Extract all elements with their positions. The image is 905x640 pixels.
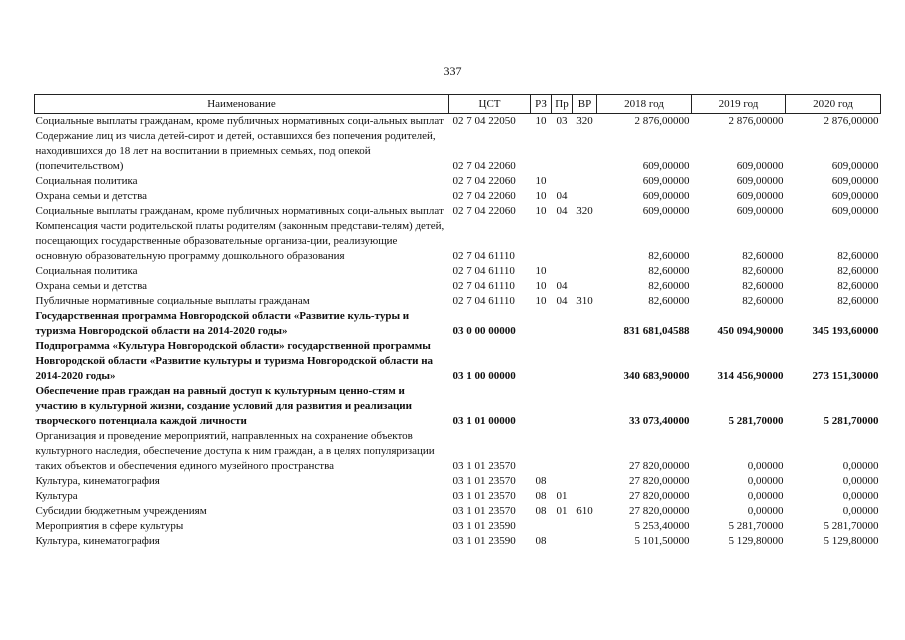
row-rz: 10 [535, 115, 547, 127]
row-2019: 609,00000 [736, 160, 784, 172]
row-pr [552, 219, 573, 264]
row-pr: 03 [556, 115, 568, 127]
row-pr [552, 474, 573, 489]
row-2018: 27 820,00000 [629, 460, 690, 472]
table-row [35, 264, 881, 279]
row-2019: 0,00000 [747, 490, 784, 502]
row-vr [573, 489, 597, 504]
table-row [35, 279, 881, 294]
row-2019: 609,00000 [736, 175, 784, 187]
table-row [35, 174, 881, 189]
row-2019: 82,60000 [742, 280, 784, 292]
row-2019: 0,00000 [747, 505, 784, 517]
row-2018: 609,00000 [642, 175, 690, 187]
row-vr: 320 [576, 205, 593, 217]
row-vr [573, 279, 597, 294]
row-name: Социальная политика [35, 265, 138, 277]
row-2020: 609,00000 [831, 175, 879, 187]
table-row [35, 219, 881, 264]
row-name: Содержание лиц из числа детей-сирот и детей, оставшихся без попечения родителей, находившихся до 18 лет на воспитании в приемных семьях, под опекой (попечительством) [35, 130, 436, 172]
row-pr: 01 [556, 490, 568, 502]
row-name: Охрана семьи и детства [35, 280, 148, 292]
row-pr: 04 [556, 280, 568, 292]
table-row [35, 519, 881, 534]
row-vr: 320 [576, 115, 593, 127]
row-2018: 5 101,50000 [634, 535, 690, 547]
table-row [35, 114, 881, 130]
row-2018: 33 073,40000 [629, 415, 690, 427]
row-rz: 10 [535, 295, 547, 307]
table-row [35, 294, 881, 309]
table-row [35, 504, 881, 519]
row-rz: 10 [535, 280, 547, 292]
row-name: Обеспечение прав граждан на равный доступ к культурным ценно-стям и участию в культурной жизни, создание условий для развития и реализации творческого потенциала каждой личности [35, 385, 412, 427]
row-name: Социальные выплаты гражданам, кроме публичных нормативных соци-альных выплат [35, 115, 444, 127]
row-cst: 02 7 04 61110 [452, 280, 515, 292]
row-name: Субсидии бюджетным учреждениям [35, 505, 207, 517]
header-cst: ЦСТ [449, 95, 531, 114]
row-rz [531, 129, 552, 174]
row-2020: 0,00000 [842, 475, 879, 487]
row-2020: 5 129,80000 [823, 535, 879, 547]
row-name: Культура, кинематография [35, 475, 160, 487]
table-row [35, 384, 881, 429]
table-row [35, 309, 881, 339]
row-name: Публичные нормативные социальные выплаты гражданам [35, 295, 310, 307]
row-pr [552, 339, 573, 384]
row-2020: 82,60000 [837, 295, 879, 307]
table-row [35, 534, 881, 549]
row-cst: 02 7 04 61110 [452, 250, 515, 262]
row-rz: 08 [535, 475, 547, 487]
row-vr [573, 189, 597, 204]
table-row [35, 204, 881, 219]
row-2018: 831 681,04588 [623, 325, 690, 337]
header-rz: РЗ [531, 95, 552, 114]
row-2019: 314 456,90000 [717, 370, 784, 382]
row-2020: 82,60000 [837, 265, 879, 277]
page-number: 337 [443, 64, 462, 78]
row-2018: 609,00000 [642, 160, 690, 172]
row-rz: 10 [535, 175, 547, 187]
row-2019: 2 876,00000 [728, 115, 784, 127]
row-name: Мероприятия в сфере культуры [35, 520, 184, 532]
row-2019: 5 281,70000 [728, 415, 784, 427]
row-rz [531, 219, 552, 264]
header-name: Наименование [35, 95, 449, 114]
row-cst: 03 1 01 23570 [452, 475, 516, 487]
row-rz: 10 [535, 265, 547, 277]
table-row [35, 189, 881, 204]
table-row [35, 489, 881, 504]
row-2020: 273 151,30000 [812, 370, 879, 382]
row-name: Культура, кинематография [35, 535, 160, 547]
row-cst: 02 7 04 22050 [452, 115, 516, 127]
table-row [35, 339, 881, 384]
row-2020: 5 281,70000 [823, 415, 879, 427]
row-vr [573, 309, 597, 339]
row-pr [552, 309, 573, 339]
row-2018: 82,60000 [648, 295, 690, 307]
header-pr: Пр [552, 95, 573, 114]
row-2018: 609,00000 [642, 205, 690, 217]
row-rz [531, 339, 552, 384]
row-2018: 82,60000 [648, 250, 690, 262]
row-2020: 609,00000 [831, 160, 879, 172]
row-name: Компенсация части родительской платы родителям (законным представи-телям) детей, посещающих государственные образовательные организа-ции, реализующие основную образовательную программу дошкольного образования [35, 220, 445, 262]
row-pr [552, 519, 573, 534]
row-vr: 310 [576, 295, 593, 307]
row-pr [552, 429, 573, 474]
row-2020: 0,00000 [842, 490, 879, 502]
row-pr: 04 [556, 295, 568, 307]
row-2018: 27 820,00000 [629, 505, 690, 517]
row-cst: 03 1 00 00000 [452, 370, 516, 382]
row-pr: 01 [556, 505, 568, 517]
row-2019: 82,60000 [742, 295, 784, 307]
row-vr [573, 429, 597, 474]
row-2020: 609,00000 [831, 205, 879, 217]
row-cst: 02 7 04 22060 [452, 160, 516, 172]
row-2020: 345 193,60000 [812, 325, 879, 337]
row-2019: 5 129,80000 [728, 535, 784, 547]
row-2019: 0,00000 [747, 460, 784, 472]
row-2019: 5 281,70000 [728, 520, 784, 532]
row-rz [531, 309, 552, 339]
row-2020: 5 281,70000 [823, 520, 879, 532]
row-cst: 02 7 04 22060 [452, 175, 516, 187]
row-cst: 03 1 01 23570 [452, 460, 516, 472]
row-2019: 450 094,90000 [717, 325, 784, 337]
row-2018: 340 683,90000 [623, 370, 690, 382]
row-rz [531, 429, 552, 474]
row-vr [573, 219, 597, 264]
row-name: Социальные выплаты гражданам, кроме публичных нормативных соци-альных выплат [35, 205, 444, 217]
row-pr [552, 264, 573, 279]
table-row [35, 429, 881, 474]
row-cst: 03 1 01 23570 [452, 505, 516, 517]
row-vr [573, 519, 597, 534]
row-name: Культура [35, 490, 78, 502]
row-pr [552, 129, 573, 174]
row-pr [552, 534, 573, 549]
row-rz: 08 [535, 490, 547, 502]
row-pr [552, 384, 573, 429]
row-cst: 03 0 00 00000 [452, 325, 516, 337]
table-row [35, 474, 881, 489]
row-2018: 82,60000 [648, 265, 690, 277]
row-2019: 82,60000 [742, 265, 784, 277]
row-vr [573, 129, 597, 174]
row-cst: 03 1 01 23570 [452, 490, 516, 502]
row-vr [573, 339, 597, 384]
row-vr: 610 [576, 505, 593, 517]
row-name: Организация и проведение мероприятий, направленных на сохранение объектов культурного наследия, обеспечение доступа к ним граждан, а в целях популяризации таких объектов и обеспечения единого музейного пространства [35, 430, 435, 472]
row-2020: 82,60000 [837, 250, 879, 262]
row-vr [573, 264, 597, 279]
row-2019: 82,60000 [742, 250, 784, 262]
table-header-row [35, 95, 881, 114]
row-2020: 609,00000 [831, 190, 879, 202]
row-cst: 02 7 04 61110 [452, 295, 515, 307]
row-pr: 04 [556, 205, 568, 217]
row-2019: 609,00000 [736, 190, 784, 202]
row-2018: 2 876,00000 [634, 115, 690, 127]
row-cst: 02 7 04 22060 [452, 190, 516, 202]
row-2020: 0,00000 [842, 505, 879, 517]
row-pr: 04 [556, 190, 568, 202]
row-2018: 27 820,00000 [629, 475, 690, 487]
row-name: Государственная программа Новгородской области «Развитие куль-туры и туризма Новгородской области на 2014-2020 годы» [35, 310, 410, 337]
row-cst: 03 1 01 23590 [452, 535, 516, 547]
row-cst: 03 1 01 23590 [452, 520, 516, 532]
row-rz: 08 [535, 535, 547, 547]
row-vr [573, 174, 597, 189]
row-rz [531, 384, 552, 429]
row-rz: 08 [535, 505, 547, 517]
header-2020: 2020 год [786, 95, 881, 114]
row-rz: 10 [535, 190, 547, 202]
row-2018: 27 820,00000 [629, 490, 690, 502]
row-2019: 0,00000 [747, 475, 784, 487]
row-2018: 609,00000 [642, 190, 690, 202]
row-2020: 82,60000 [837, 280, 879, 292]
header-2019: 2019 год [692, 95, 786, 114]
table-row [35, 129, 881, 174]
row-vr [573, 384, 597, 429]
row-rz [531, 519, 552, 534]
row-2018: 82,60000 [648, 280, 690, 292]
row-2019: 609,00000 [736, 205, 784, 217]
row-vr [573, 534, 597, 549]
row-2018: 5 253,40000 [634, 520, 690, 532]
row-pr [552, 174, 573, 189]
row-cst: 03 1 01 00000 [452, 415, 516, 427]
row-cst: 02 7 04 61110 [452, 265, 515, 277]
row-name: Социальная политика [35, 175, 138, 187]
row-2020: 2 876,00000 [823, 115, 879, 127]
row-vr [573, 474, 597, 489]
row-cst: 02 7 04 22060 [452, 205, 516, 217]
row-name: Охрана семьи и детства [35, 190, 148, 202]
budget-table [34, 94, 881, 549]
row-rz: 10 [535, 205, 547, 217]
header-2018: 2018 год [597, 95, 692, 114]
row-name: Подпрограмма «Культура Новгородской области» государственной программы Новгородской области «Развитие культуры и туризма Новгородской области на 2014-2020 годы» [35, 340, 434, 382]
row-2020: 0,00000 [842, 460, 879, 472]
header-vr: ВР [573, 95, 597, 114]
